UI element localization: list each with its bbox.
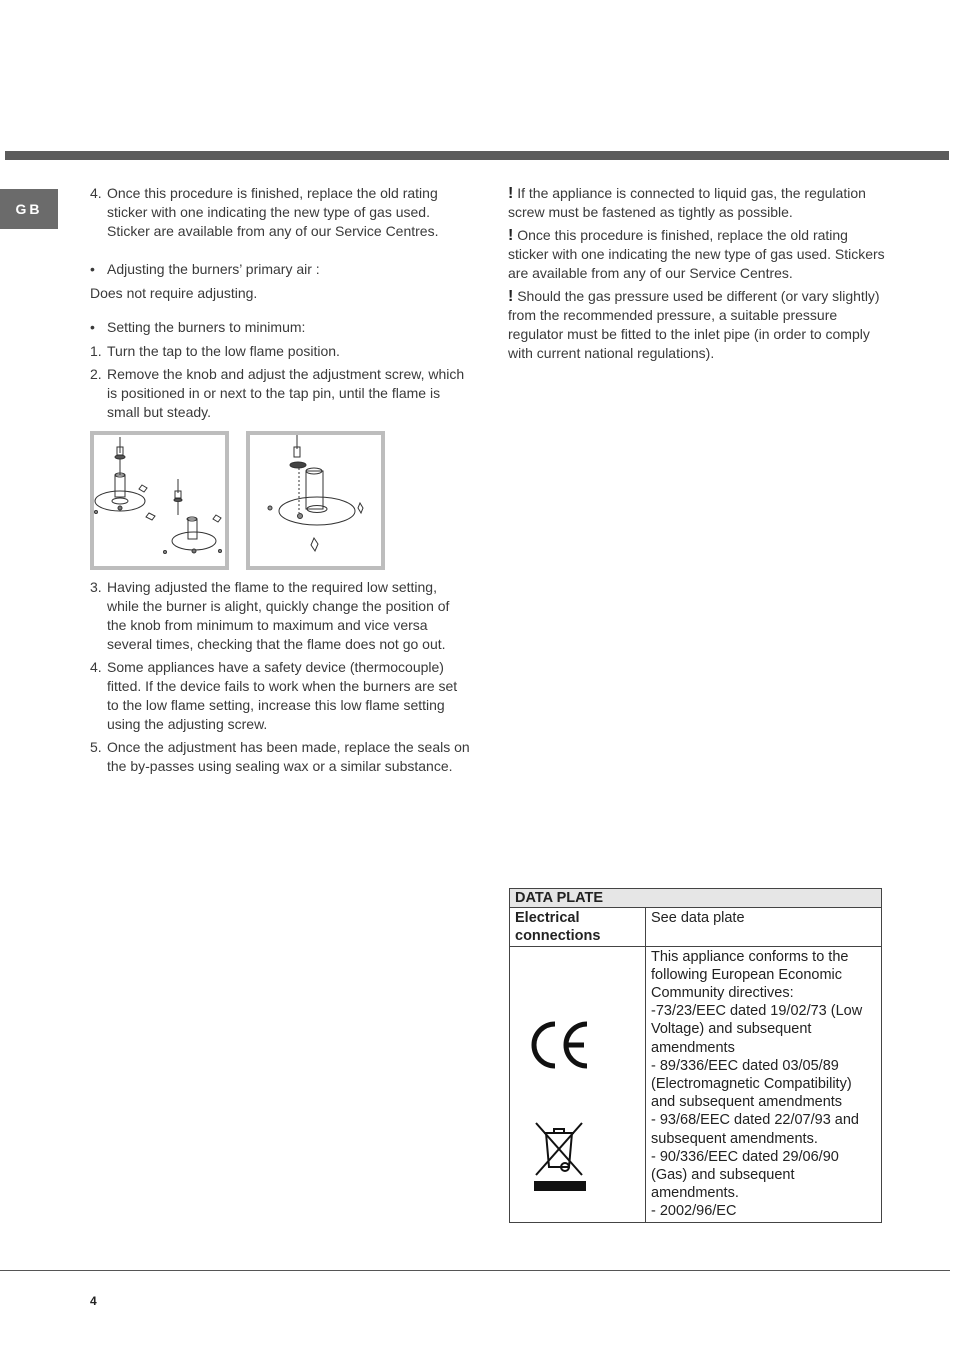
section-heading-primary-air — [90, 260, 470, 279]
language-tab: GB — [0, 189, 58, 229]
list-item — [90, 658, 470, 734]
directive-line: - 89/336/EEC dated 03/05/89 (Electromagnetic Compatibility) and subsequent amendments — [651, 1057, 852, 1111]
burner-closeup-icon — [250, 435, 381, 566]
left-column — [90, 184, 470, 780]
item-text: Turn the tap to the low flame position. — [107, 343, 340, 359]
item-text: Having adjusted the flame to the required low setting, while the burner is alight, quickly change the position of the knob from minimum to maximum and vice versa several times, checking that the flame does not go out. — [107, 579, 450, 652]
footer-rule — [0, 1270, 950, 1271]
table-row — [510, 946, 882, 1222]
marks-cell — [510, 946, 646, 1222]
electrical-connections-value: See data plate — [646, 908, 882, 946]
warning-note — [508, 226, 886, 283]
label-line: Electrical — [515, 910, 580, 927]
warning-text: If the appliance is connected to liquid gas, the regulation screw must be fastened as tightly as possible. — [508, 185, 866, 220]
section-title: Setting the burners to minimum: — [107, 319, 306, 335]
warning-text: Once this procedure is finished, replace the old rating sticker with one indicating the new type of gas used. Stickers are available from any of our Service Centres. — [508, 227, 885, 281]
list-item — [90, 342, 470, 361]
item-number: 3. — [90, 579, 102, 595]
directive-line: - 2002/96/EC — [651, 1203, 737, 1220]
item-text: Once the adjustment has been made, replace the seals on the by-passes using sealing wax or a similar substance. — [107, 739, 470, 774]
section-heading-minimum — [90, 318, 470, 337]
list-item — [90, 184, 470, 241]
warning-note — [508, 287, 886, 363]
burner-adjustment-figure-1 — [90, 431, 229, 570]
item-number: 5. — [90, 739, 102, 755]
directive-line: This appliance conforms to the following European Economic Community directives: — [651, 948, 849, 1002]
primary-air-note: Does not require adjusting. — [90, 285, 258, 301]
directive-line: -73/23/EEC dated 19/02/73 (Low Voltage) and subsequent amendments — [651, 1003, 863, 1056]
directives-cell — [646, 946, 882, 1222]
item-number: 4. — [90, 185, 102, 201]
weee-bin-icon — [530, 1119, 590, 1194]
burner-adjustment-figure-2 — [246, 431, 385, 570]
warning-icon: ! — [508, 227, 514, 244]
burner-illustrations — [90, 431, 470, 570]
data-plate-title: DATA PLATE — [510, 889, 882, 908]
item-number: 1. — [90, 343, 102, 359]
item-text: Some appliances have a safety device (thermocouple) fitted. If the device fails to work when the burners are set to the low flame setting, increase this low flame setting using the adjusting screw. — [107, 659, 458, 732]
warning-note — [508, 184, 886, 222]
data-plate-table — [509, 888, 882, 1223]
label-line: connections — [515, 928, 601, 945]
bullet-icon: • — [90, 261, 95, 277]
bullet-icon: • — [90, 319, 95, 335]
section-title: Adjusting the burners’ primary air : — [107, 261, 320, 277]
list-item — [90, 738, 470, 776]
warning-icon: ! — [508, 185, 514, 202]
warning-text: Should the gas pressure used be different (or vary slightly) from the recommended pressure, a suitable pressure regulator must be fitted to the inlet pipe (in order to comply with current national regulations). — [508, 288, 880, 361]
warning-icon: ! — [508, 288, 514, 305]
table-row — [510, 908, 882, 946]
item-text: Remove the knob and adjust the adjustment screw, which is positioned in or next to the tap pin, until the flame is small but steady. — [107, 366, 465, 420]
directive-line: - 90/336/EEC dated 29/06/90 (Gas) and subsequent amendments. — [651, 1148, 839, 1202]
burner-screwdriver-icon — [94, 435, 225, 566]
item-number: 4. — [90, 659, 102, 675]
page-number: 4 — [90, 1294, 97, 1308]
ce-mark-icon — [525, 1017, 595, 1077]
list-item — [90, 578, 470, 654]
header-bar — [5, 151, 949, 160]
item-text: Once this procedure is finished, replace the old rating sticker with one indicating the new type of gas used. Sticker are available from any of our Service Centres. — [107, 185, 439, 239]
right-column — [508, 184, 886, 367]
directive-line: - 93/68/EEC dated 22/07/93 and subsequent amendments. — [651, 1112, 859, 1147]
list-item — [90, 365, 470, 422]
item-number: 2. — [90, 366, 102, 382]
electrical-connections-label — [510, 908, 646, 946]
